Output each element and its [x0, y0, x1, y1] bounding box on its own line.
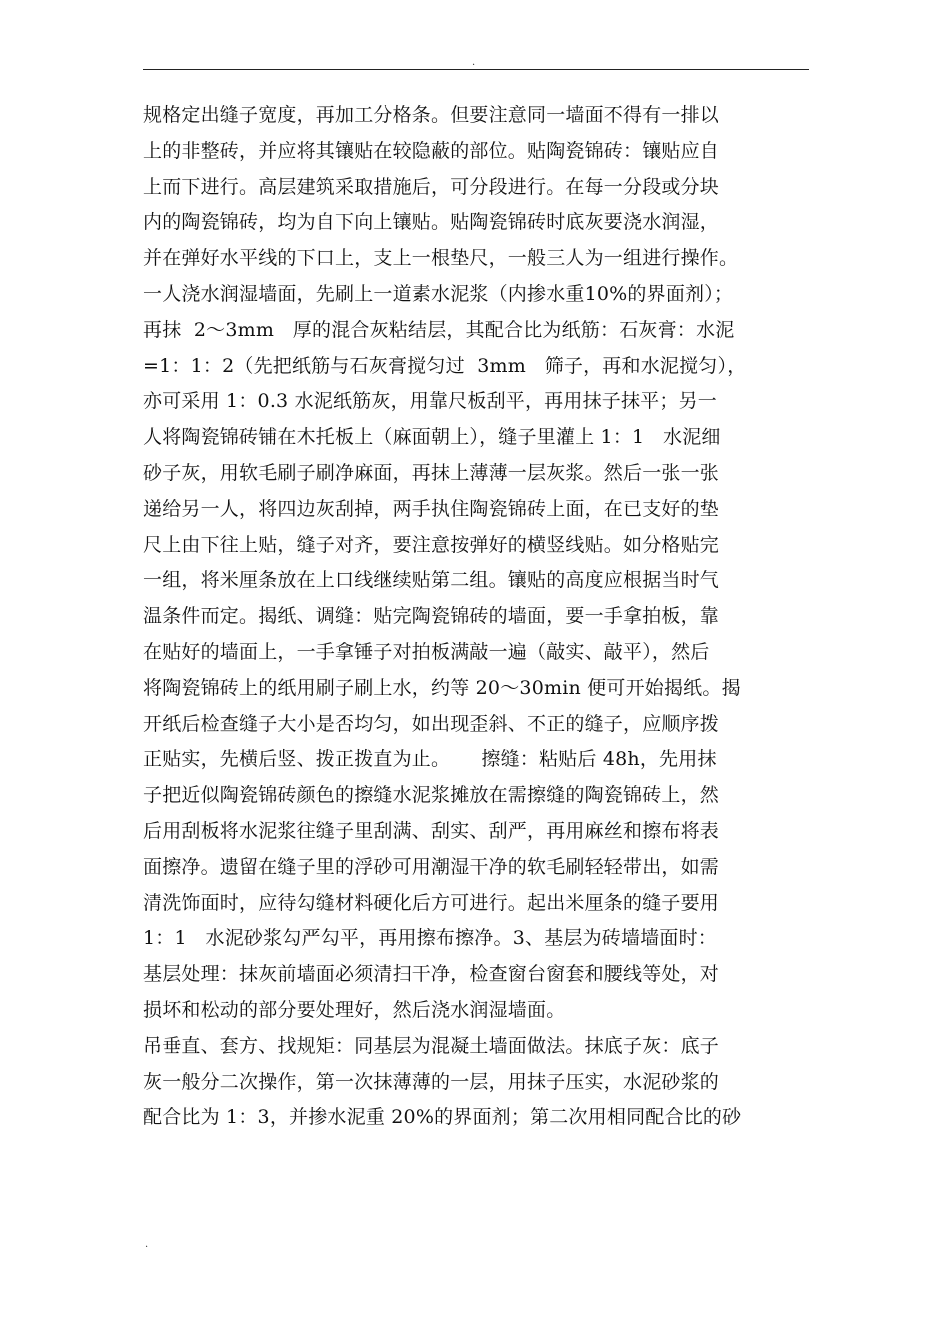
- body-line: 尺上由下往上贴，缝子对齐，要注意按弹好的横竖线贴。如分格贴完: [143, 533, 720, 556]
- body-line: 灰一般分二次操作，第一次抹薄薄的一层，用抹子压实，水泥砂浆的: [143, 1070, 720, 1093]
- body-line: 上的非整砖，并应将其镶贴在较隐蔽的部位。贴陶瓷锦砖：镶贴应自: [143, 139, 720, 162]
- body-line: 温条件而定。揭纸、调缝：贴完陶瓷锦砖的墙面，要一手拿拍板，靠: [143, 605, 720, 628]
- body-line: 内的陶瓷锦砖，均为自下向上镶贴。贴陶瓷锦砖时底灰要浇水润湿，: [143, 211, 720, 234]
- body-line: 人将陶瓷锦砖铺在木托板上（麻面朝上），缝子里灌上 1：1 水泥细: [143, 426, 721, 449]
- body-line: 后用刮板将水泥浆往缝子里刮满、刮实、刮严，再用麻丝和擦布将表: [143, 819, 720, 842]
- body-line: 在贴好的墙面上，一手拿锤子对拍板满敲一遍（敲实、敲平），然后: [143, 640, 710, 663]
- header-rule: [143, 69, 809, 70]
- body-line: 递给另一人，将四边灰刮掉，两手执住陶瓷锦砖上面，在已支好的垫: [143, 497, 720, 520]
- header-mark: .: [472, 57, 476, 68]
- body-line: 吊垂直、套方、找规矩：同基层为混凝土墙面做法。抹底子灰：底子: [143, 1034, 720, 1057]
- body-line: 一人浇水润湿墙面，先刷上一道素水泥浆（内掺水重10%的界面剂）；: [143, 282, 734, 305]
- body-line: 正贴实，先横后竖、拨正拨直为止。 擦缝：粘贴后 48h，先用抹: [143, 748, 717, 771]
- body-line: 再抹 2～3mm 厚的混合灰粘结层，其配合比为纸筋：石灰膏：水泥: [143, 318, 735, 341]
- body-line: 规格定出缝子宽度，再加工分格条。但要注意同一墙面不得有一排以: [143, 104, 720, 126]
- footer-mark: .: [145, 1239, 149, 1250]
- body-line: 清洗饰面时，应待勾缝材料硬化后方可进行。起出米厘条的缝子要用: [143, 891, 720, 914]
- body-line: 开纸后检查缝子大小是否均匀，如出现歪斜、不正的缝子，应顺序拨: [143, 712, 720, 735]
- body-line: 配合比为 1：3，并掺水泥重 20%的界面剂；第二次用相同配合比的砂: [143, 1106, 742, 1129]
- body-line: 砂子灰，用软毛刷子刷净麻面，再抹上薄薄一层灰浆。然后一张一张: [143, 461, 720, 484]
- body-line: 损坏和松动的部分要处理好，然后浇水润湿墙面。: [143, 998, 566, 1021]
- body-line: 上而下进行。高层建筑采取措施后，可分段进行。在每一分段或分块: [143, 175, 720, 198]
- body-line: 将陶瓷锦砖上的纸用刷子刷上水，约等 20～30min 便可开始揭纸。揭: [143, 676, 741, 699]
- document-body: [143, 98, 823, 1136]
- body-line: =1：1：2（先把纸筋与石灰膏搅匀过 3mm 筛子，再和水泥搅匀），: [143, 354, 747, 377]
- body-line: 子把近似陶瓷锦砖颜色的擦缝水泥浆摊放在需擦缝的陶瓷锦砖上，然: [143, 784, 720, 807]
- body-line: 并在弹好水平线的下口上，支上一根垫尺，一般三人为一组进行操作。: [143, 247, 739, 270]
- body-line: 面擦净。遗留在缝子里的浮砂可用潮湿干净的软毛刷轻轻带出，如需: [143, 855, 720, 878]
- body-line: 亦可采用 1：0.3 水泥纸筋灰，用靠尺板刮平，再用抹子抹平；另一: [143, 390, 717, 413]
- body-line: 基层处理：抹灰前墙面必须清扫干净，检查窗台窗套和腰线等处，对: [143, 963, 720, 986]
- body-line: 1：1 水泥砂浆勾严勾平，再用擦布擦净。3、基层为砖墙墙面时：: [143, 927, 717, 950]
- body-line: 一组，将米厘条放在上口线继续贴第二组。镶贴的高度应根据当时气: [143, 569, 720, 592]
